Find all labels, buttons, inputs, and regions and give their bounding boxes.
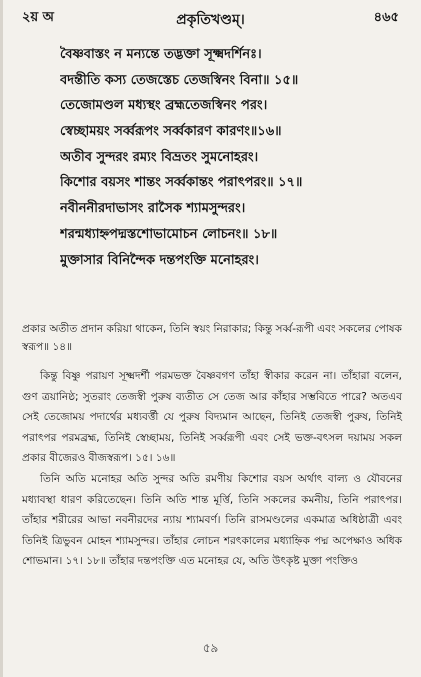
verse-line: বৈষ্ণবাস্তং ন মন্যন্তে তদ্ভক্তা সূক্ষ্মদর্শিনঃ।	[60, 47, 262, 62]
verse-line: অতীব সুন্দরং রম্যং বিভ্রতং সুমনোহরং।	[60, 149, 259, 165]
commentary-paragraph: প্রকার অতীত প্রদান করিয়া থাকেন, তিনি স্বয়ং নিরাকার; কিন্তু সর্ব্ব-রূপী এবং সকলের পোষক স্বরূপ॥ ১৪॥	[22, 323, 402, 353]
verse-line: শরন্মধ্যাহ্নপদ্মস্তশোভামোচন লোচনং॥ ১৮॥	[60, 226, 278, 242]
verse-line: নবীননীরদাভাসং রাসৈক শ্যামসুন্দরং।	[60, 201, 246, 217]
verse-line: তেজোমণ্ডল মধ্যস্থং ব্রহ্মতেজস্বিনং পরং।	[60, 98, 268, 114]
page-header	[22, 8, 399, 34]
commentary-paragraph: কিন্তু বিষ্ণু পরায়ণ সূক্ষ্মদর্শী পরমভক্ত বৈষ্ণবগণ তাঁহা স্বীকার করেন না। তাঁহারা বলেন, গুণ ত্রয়ানিষ্ঠ; সুতরাং তেজস্বী পুরুষ ব্যতীত সে তেজ আর কাঁহার সম্ভবিতে পারে? অতএব সেই তেজোময় পদার্থের মধ্যবর্ত্তী যে পুরুষ বিদ্যমান আছেন, তিনিই তেজস্বী পুরুষ, তিনিই পরাৎপর পরমব্রহ্ম, তিনিই স্বেচ্ছাময়, তিনিই সর্ব্বরূপী এবং সেই ভক্ত-বৎসল দয়াময় সকল প্রকার বীজেরও বীজস্বরূপ। ১৫। ১৬॥	[22, 370, 402, 465]
signature-mark: ৫৯	[202, 641, 219, 655]
verse-line: স্বেচ্ছাময়ং সর্ব্বরূপং সর্ব্বকারণ কারণং॥১৬॥	[60, 124, 282, 140]
commentary-paragraph: তিনি অতি মনোহর অতি সুন্দর অতি রমণীয় কিশোর বয়স অর্থাৎ বাল্য ও যৌবনের মধ্যাবস্থা ধারণ করিতেছেন। তিনি অতি শান্ত মূর্ত্তি, তিনি সকলের কমনীয়, তিনি পরাৎপর। তাঁহার শরীরের আভা নবনীরদের ন্যায় শ্যামবর্ণ। তিনি রাসমণ্ডলের একমাত্র অধিষ্ঠাত্রী এবং তিনিই ত্রিভুবন মোহন শ্যামসুন্দর। তাঁহার লোচন শরৎকালের মধ্যাহ্নিক পদ্ম অপেক্ষাও অধিক শোভমান। ১৭। ১৮॥ তাঁহার দন্তপংক্তি এত মনোহর যে, অতি উৎকৃষ্ট মুক্তা পংক্তিও	[22, 472, 402, 568]
verse-line: মুক্তাসার বিনিন্দৈক দন্তপংক্তি মনোহরং।	[60, 252, 259, 268]
verse-line: কিশোর বয়সং শান্তং সর্ব্বকান্তং পরাৎপরং॥ ১৭॥	[60, 175, 303, 191]
sanskrit-verses	[60, 42, 410, 273]
verse-line: বদন্তীতি কস্য তেজস্তেচ তেজস্বিনং বিনা॥ ১৫॥	[60, 72, 299, 88]
bengali-commentary	[22, 320, 402, 572]
page-number: ৪৬৫	[373, 10, 399, 25]
chapter-label: ২য় অ	[22, 10, 54, 25]
page-edge	[0, 0, 3, 677]
book-title: প্রকৃতিখণ্ডম্।	[176, 12, 245, 28]
